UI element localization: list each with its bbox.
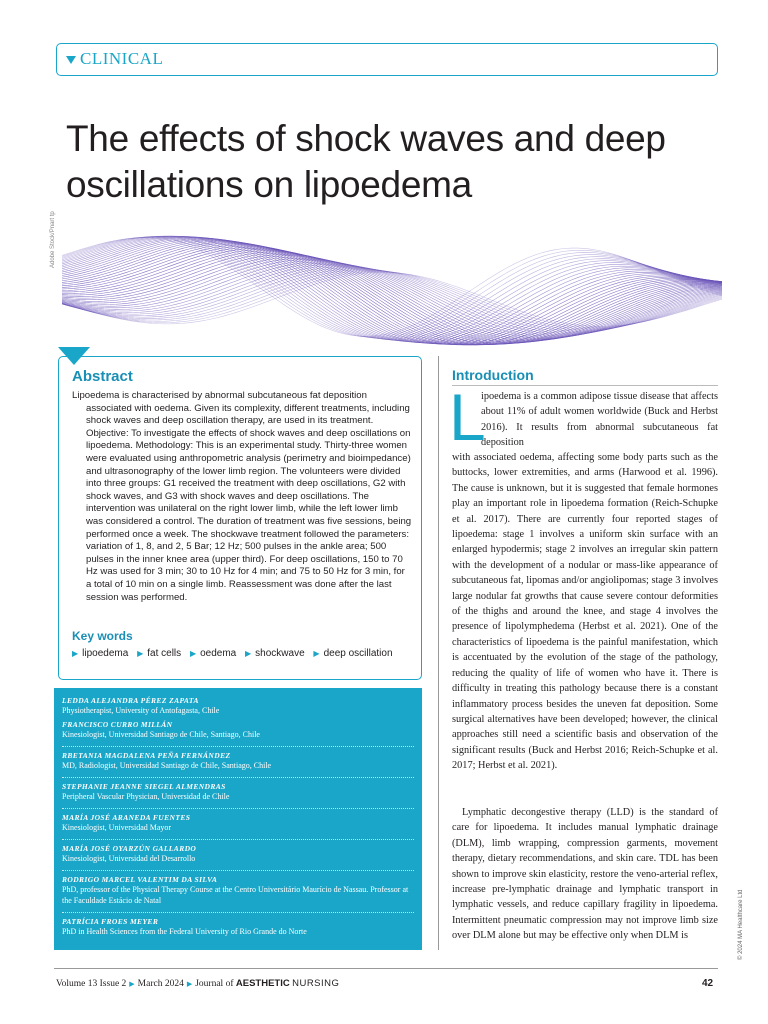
wave-illustration	[62, 208, 722, 358]
author-entry	[62, 751, 418, 771]
author-affiliation: Peripheral Vascular Physician, Universidad de Chile	[62, 792, 230, 801]
abstract-first-line: Lipoedema is characterised by abnormal subcutaneous fat deposition	[72, 390, 367, 401]
article-title	[66, 116, 706, 208]
keyword-item: oedema	[200, 648, 237, 659]
keyword-item: lipoedema	[82, 648, 129, 659]
footer-rule	[54, 968, 718, 969]
section-label: CLINICAL	[80, 49, 164, 68]
introduction-paragraph-2	[452, 805, 718, 944]
author-name: MARÍA JOSÉ OYARZÚN GALLARDO	[62, 844, 197, 853]
author-affiliation: Kinesiologist, Universidad Mayor	[62, 823, 172, 832]
author-affiliation: Kinesiologist, Universidad Santiago de Chile, Santiago, Chile	[62, 730, 260, 739]
author-entry	[62, 696, 418, 716]
footer-journal-normal: NURSING	[292, 978, 340, 989]
abstract-body: associated with oedema. Given its complexity, different treatments, including shock waves and deep oscillation therapy, are used in its treatment. Objective: To investigate the effects of shock waves and deep oscillations on lipoedema. Methodology: This is an experimental study. Thirty-three women were evaluated using anthropometric analysis (perimetry and bioimpedance) and ultrasonography of the lower limb region. The volunteers were divided into three groups: G1 received the treatment with deep oscillations, G2 with shock waves, and G3 with shock waves and deep oscillations. The intervention was unilateral on the right lower limb, while the left lower limb was considered a control. The duration of treatment was five sessions, being performed once a week. The shockwave treatment followed the parameters: variation of 1, 8, and 2, 5 Bar; 12 Hz; 500 pulses in the ankle area; 500 pulses in the inner knee area (upper third). For deep oscillations, 150 to 70 Hz was used for 3 min; 30 to 10 Hz for 4 min; and 75 to 50 Hz for 3 min, for a total of 10 min on a single limb. Reassessment was done after the last session was performed.	[86, 402, 412, 603]
author-divider	[62, 746, 414, 747]
footer-volume: Volume 13 Issue 2	[56, 979, 127, 989]
page-number: 42	[702, 978, 714, 989]
introduction-lead-text: ipoedema is a common adipose tissue disease that affects about 11% of adult women worldwide (Buck and Herbst 2016). It results from abnormal subcutaneous fat deposition	[481, 391, 718, 449]
author-divider	[62, 777, 414, 778]
author-divider	[62, 912, 414, 913]
author-entry	[62, 917, 418, 937]
abstract-triangle-icon	[58, 347, 90, 365]
keywords-heading: Key words	[72, 629, 133, 643]
triangle-down-icon	[66, 56, 76, 64]
author-divider	[62, 808, 414, 809]
author-divider	[62, 870, 414, 871]
author-entry	[62, 782, 418, 802]
arrow-right-icon: ▶	[137, 649, 144, 658]
author-name: MARÍA JOSÉ ARANEDA FUENTES	[62, 813, 191, 822]
keyword-item: deep oscillation	[323, 648, 393, 659]
section-bar	[56, 43, 718, 76]
author-affiliation: PhD, professor of the Physical Therapy Course at the Centro Universitário Maurício de Nassau. Professor at the Faculdade Estácio de Natal	[62, 885, 409, 905]
author-divider	[62, 839, 414, 840]
footer-journal-bold: AESTHETIC	[235, 978, 290, 989]
author-affiliation: MD, Radiologist, Universidad Santiago de Chile, Santiago, Chile	[62, 761, 272, 770]
abstract-heading: Abstract	[72, 368, 133, 385]
arrow-right-icon: ▶	[313, 649, 320, 658]
author-entry	[62, 813, 418, 833]
article-title-line2: oscillations on lipoedema	[66, 164, 472, 205]
arrow-right-icon: ▶	[189, 649, 197, 658]
introduction-paragraph-1: with associated oedema, affecting some body parts such as the buttocks, lower extremities, and arms (Harwood et al. 1996). The cause is unknown, but it is suggested that female hormones play an important role in lipoedema formation (Reich-Schupke et al. 2017). There are currently four reported stages of lipoedema: stage 1 involves a uniform skin surface with an enlarged hypodermis; stage 2 involves an irregular skin pattern with the development of a nodular or mass-like appearance of subcutaneous fat, lipomas and/or angiolipomas; stage 3 involves large nodular fat growths that cause severe contour deformities of the thighs and around the knee, and stage 4 involves the presence of lipolymphedema (Herbst et al. 2021). One of the characteristics of lipoedema is the painful manifestation, which is accentuated by the evolution of the stage of the pathology, reducing the quality of life of women who have it. There is difficulty in treating this pathology because there is a constant inflammatory process besides the uneven fat deposition. Some surgical alternatives have been developed; however, the clinical approaches still need a scientific basis and observation of the significant results (Buck and Herbst 2016; Reich-Schupke et al. 2017; Herbst et al. 2021).	[452, 452, 718, 772]
authors-panel	[54, 688, 422, 950]
keyword-item: fat cells	[147, 648, 182, 659]
author-name: LEDDA ALEJANDRA PÉREZ ZAPATA	[62, 696, 199, 705]
keyword-item: shockwave	[255, 648, 305, 659]
author-affiliation: Physiotherapist, University of Antofagasta, Chile	[62, 706, 220, 715]
introduction-heading: Introduction	[452, 367, 534, 383]
footer-date: March 2024	[137, 979, 184, 989]
author-name: FRANCISCO CURRO MILLÁN	[62, 720, 173, 729]
drop-cap: L	[449, 380, 486, 454]
article-title-line1: The effects of shock waves and deep	[66, 118, 666, 159]
arrow-right-icon: ▶	[72, 649, 79, 658]
arrow-right-icon: ▶	[129, 980, 135, 988]
footer-journal-of: Journal of	[195, 979, 234, 989]
author-name: RODRIGO MARCEL VALENTIM DA SILVA	[62, 875, 218, 884]
author-entry	[62, 844, 418, 864]
abstract-text	[72, 390, 412, 604]
footer	[56, 978, 339, 989]
introduction-underline	[452, 385, 718, 386]
author-name: PATRÍCIA FROES MEYER	[62, 917, 159, 926]
author-entry	[62, 875, 418, 906]
copyright-notice: © 2024 MA Healthcare Ltd	[738, 889, 744, 960]
author-name: RBETANIA MAGDALENA PEÑA FERNÁNDEZ	[62, 751, 231, 760]
author-entry	[62, 720, 418, 740]
author-affiliation: Kinesiologist, Universidad del Desarrollo	[62, 854, 196, 863]
arrow-right-icon: ▶	[245, 649, 252, 658]
keywords-list	[72, 648, 399, 659]
image-credit: Adobe Stock/Pnart tp	[50, 211, 56, 268]
introduction-paragraph-2-text: Lymphatic decongestive therapy (LLD) is the standard of care for lipoedema. It includes manual lymphatic drainage (DLM), limb wrapping, compression garments, movement therapy, dietary recommendations, and skin care. TDL has been shown to improve skin elasticity, restore the veno-arterial reflex, increase pre-lymphatic drainage and lymphatic transport in lymphatic vessels, and reduce capillary fragility in lipoedema. Intermittent pneumatic compression may not improve limb size over DLM alone but may be effective only when DLM is	[452, 807, 718, 942]
arrow-right-icon: ▶	[186, 980, 193, 988]
column-divider	[438, 356, 439, 950]
author-affiliation: PhD in Health Sciences from the Federal University of Rio Grande do Norte	[62, 927, 307, 936]
author-name: STEPHANIE JEANNE SIEGEL ALMENDRAS	[62, 782, 226, 791]
